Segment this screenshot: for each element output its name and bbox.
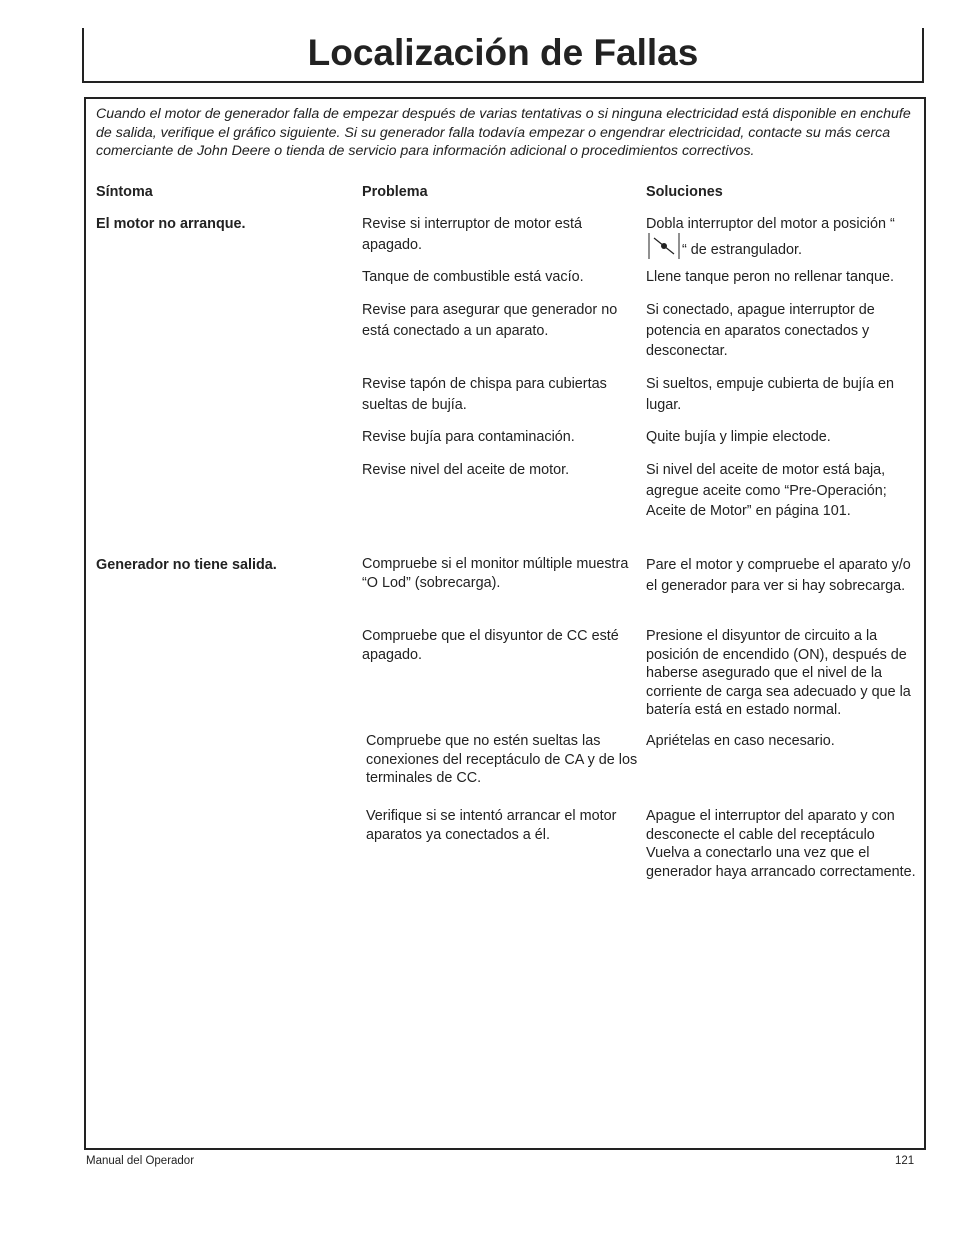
solution-text-post: “ de estrangulador.: [682, 241, 803, 258]
intro-paragraph: Cuando el motor de generador falla de empezar después de varias tentativas o si ninguna electricidad está disponible en enchufe de salida, verifique el gráfico siguiente. Si su generador falla todavía empezar o engendrar electricidad, contacte su más cerca comerciante de John Deere o tienda de servicio para información adicional o procedimientos correctivos.: [96, 106, 911, 160]
header-problem: Problema: [362, 184, 428, 200]
problem-text: Revise nivel del aceite de motor.: [362, 462, 570, 478]
troubleshooting-table: [84, 97, 926, 1150]
solution-text: Llene tanque peron no rellenar tanque.: [646, 269, 895, 285]
solution-text: Apague el interruptor del aparato y con desconecte el cable del receptáculo Vuelva a conectarlo una vez que el generador haya arrancado correctamente.: [646, 808, 916, 880]
symptom-no-output: Generador no tiene salida.: [96, 557, 277, 573]
problem-text: Compruebe si el monitor múltiple muestra “O Lod” (sobrecarga).: [362, 556, 629, 591]
solution-text-pre: Dobla interruptor del motor a posición “: [646, 216, 895, 232]
page-number: 121: [895, 1155, 915, 1167]
solution-text: Presione el disyuntor de circuito a la posición de encendido (ON), después de haberse asegurado que el nivel de la corriente de carga sea adecuado y que la batería está en estado normal.: [646, 628, 911, 719]
solution-text: Quite bujía y limpie electode.: [646, 429, 831, 445]
title-box: [82, 28, 924, 83]
solution-text: Si nivel del aceite de motor está baja, agregue aceite como “Pre-Operación; Aceite de Motor” en página 101.: [646, 462, 887, 519]
solution-text: Pare el motor y compruebe el aparato y/o el generador para ver si hay sobrecarga.: [646, 557, 911, 594]
problem-text: Compruebe que el disyuntor de CC esté apagado.: [362, 628, 619, 663]
page-title: Localización de Fallas: [307, 32, 699, 73]
solution-text: Si sueltos, empuje cubierta de bujía en lugar.: [646, 376, 894, 413]
header-solution: Soluciones: [646, 184, 723, 200]
problem-text: Revise bujía para contaminación.: [362, 429, 575, 445]
problem-text: Tanque de combustible está vacío.: [362, 269, 584, 285]
problem-text: Revise tapón de chispa para cubiertas sueltas de bujía.: [362, 376, 607, 413]
problem-text: Revise si interruptor de motor está apagado.: [362, 216, 582, 253]
header-symptom: Síntoma: [96, 184, 153, 200]
problem-text: Revise para asegurar que generador no está conectado a un aparato.: [362, 302, 618, 339]
solution-text: Apriételas en caso necesario.: [646, 733, 835, 749]
footer-manual-label: Manual del Operador: [86, 1155, 195, 1167]
symptom-engine-no-start: El motor no arranque.: [96, 216, 246, 232]
solution-text: [646, 214, 918, 265]
choke-icon: [648, 233, 680, 266]
problem-text: Verifique si se intentó arrancar el motor aparatos ya conectados a él.: [366, 808, 617, 843]
problem-text: Compruebe que no estén sueltas las conexiones del receptáculo de CA y de los terminales de CC.: [366, 733, 638, 787]
solution-text: Si conectado, apague interruptor de potencia en aparatos conectados y desconectar.: [646, 302, 875, 359]
